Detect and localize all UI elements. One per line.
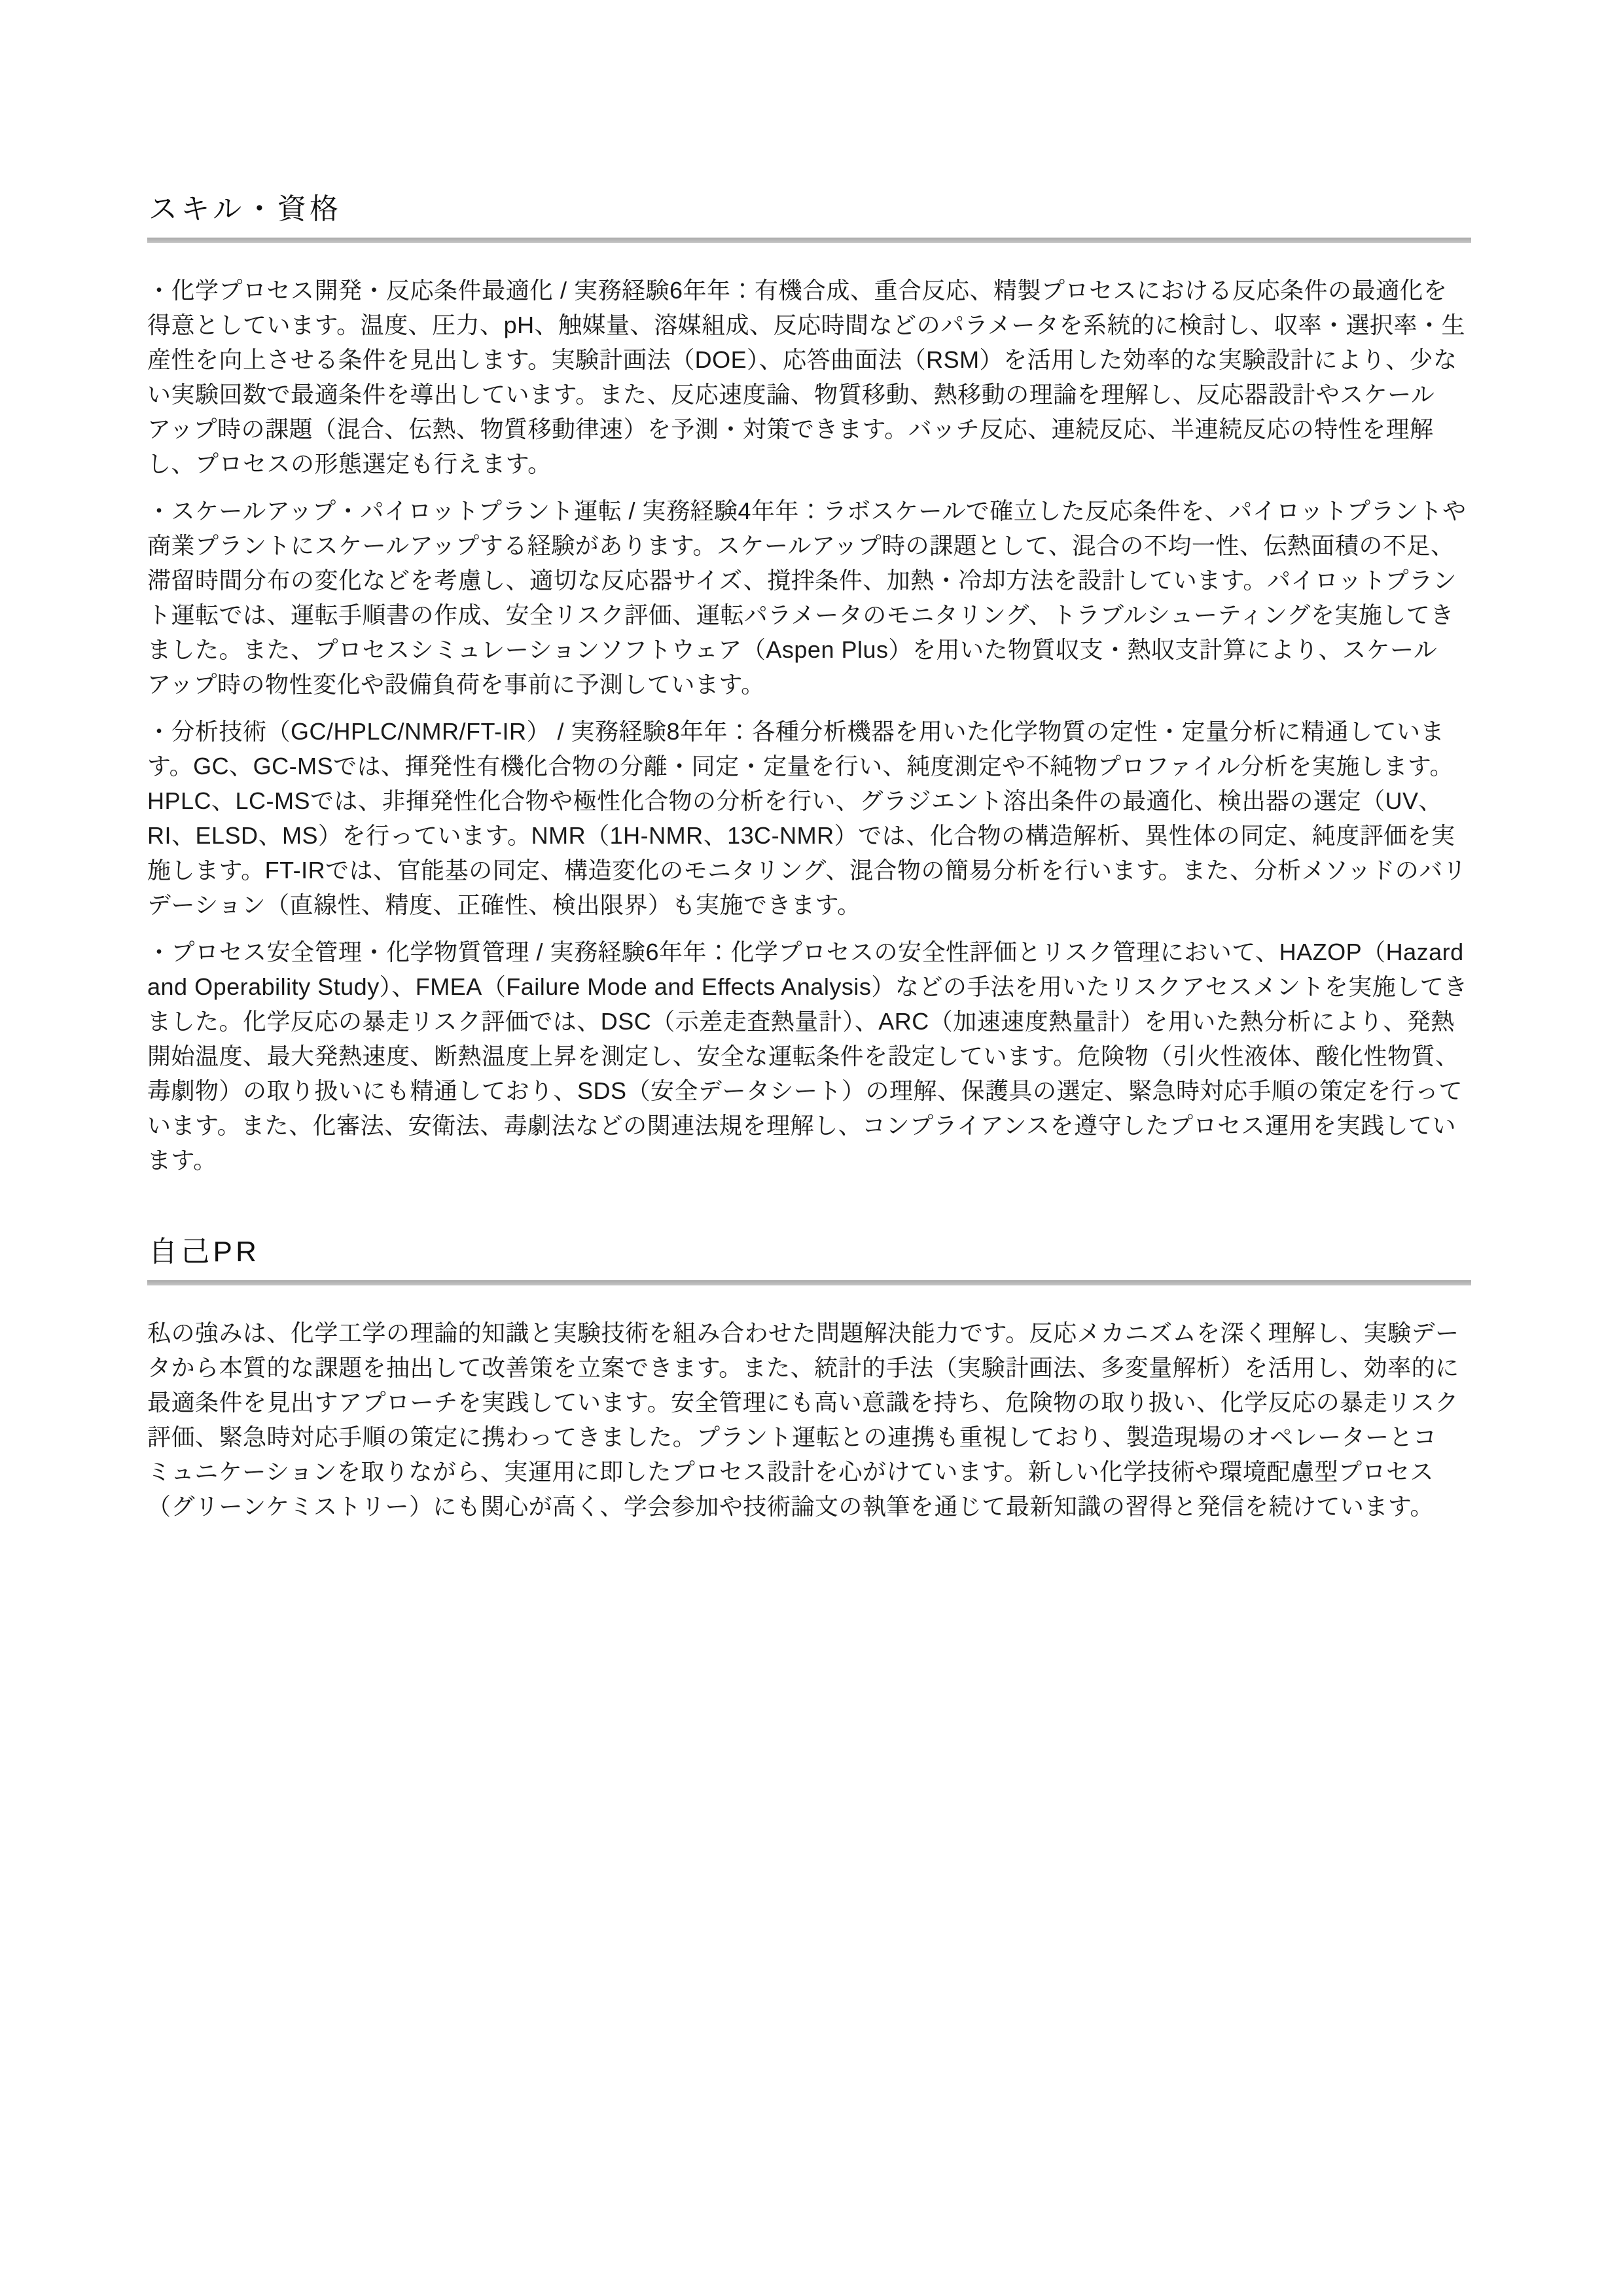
- section-title-self-pr: 自己PR: [149, 1236, 260, 1268]
- section-title-skills: スキル・資格: [149, 193, 342, 225]
- section-divider: [147, 1280, 1471, 1285]
- self-pr-paragraph: 私の強みは、化学工学の理論的知識と実験技術を組み合わせた問題解決能力です。反応メカニズムを深く理解し、実験データから本質的な課題を抽出して改善策を立案できます。また、統計的手法（実験計画法、多変量解析）を活用し、効率的に最適条件を見出すアプローチを実践しています。安全管理にも高い意識を持ち、危険物の取り扱い、化学反応の暴走リスク評価、緊急時対応手順の策定に携わってきました。プラント運転との連携も重視しており、製造現場のオペレーターとコミュニケーションを取りながら、実運用に即したプロセス設計を心がけています。新しい化学技術や環境配慮型プロセス（グリーンケミストリー）にも関心が高く、学会参加や技術論文の執筆を通じて最新知識の習得と発信を続けています。: [147, 1319, 1459, 1520]
- skills-paragraph-safety-management: ・プロセス安全管理・化学物質管理 / 実務経験6年年：化学プロセスの安全性評価とリスク管理において、HAZOP（Hazard and Operability Study）、FMEA（Failure Mode and Effects Analysis）などの手法を用いたリスクアセスメントを実施してきました。化学反応の暴走リスク評価では、DSC（示差走査熱量計）、ARC（加速速度熱量計）を用いた熱分析により、発熱開始温度、最大発熱速度、断熱温度上昇を測定し、安全な運転条件を設定しています。危険物（引火性液体、酸化性物質、毒劇物）の取り扱いにも精通しており、SDS（安全データシート）の理解、保護具の選定、緊急時対応手順の策定を行っています。また、化審法、安衛法、毒劇法などの関連法規を理解し、コンプライアンスを遵守したプロセス運用を実践しています。: [147, 939, 1468, 1174]
- skills-paragraph-scale-up: ・スケールアップ・パイロットプラント運転 / 実務経験4年年：ラボスケールで確立した反応条件を、パイロットプラントや商業プラントにスケールアップする経験があります。スケールアップ時の課題として、混合の不均一性、伝熱面積の不足、滞留時間分布の変化などを考慮し、適切な反応器サイズ、撹拌条件、加熱・冷却方法を設計しています。パイロットプラント運転では、運転手順書の作成、安全リスク評価、運転パラメータのモニタリング、トラブルシューティングを実施してきました。また、プロセスシミュレーションソフトウェア（Aspen Plus）を用いた物質収支・熱収支計算により、スケールアップ時の物性変化や設備負荷を事前に予測しています。: [147, 497, 1467, 698]
- section-divider: [147, 238, 1471, 243]
- section-skills-qualifications: [147, 191, 1471, 1177]
- skills-paragraph-analysis: ・分析技術（GC/HPLC/NMR/FT-IR） / 実務経験8年年：各種分析機器を用いた化学物質の定性・定量分析に精通しています。GC、GC-MSでは、揮発性有機化合物の分離・同定・定量を行い、純度測定や不純物プロファイル分析を実施します。HPLC、LC-MSでは、非揮発性化合物や極性化合物の分析を行い、グラジエント溶出条件の最適化、検出器の選定（UV、RI、ELSD、MS）を行っています。NMR（1H-NMR、13C-NMR）では、化合物の構造解析、異性体の同定、純度評価を実施します。FT-IRでは、官能基の同定、構造変化のモニタリング、混合物の簡易分析を行います。また、分析メソッドのバリデーション（直線性、精度、正確性、検出限界）も実施できます。: [147, 718, 1467, 918]
- skills-paragraph-process-development: ・化学プロセス開発・反応条件最適化 / 実務経験6年年：有機合成、重合反応、精製プロセスにおける反応条件の最適化を得意としています。温度、圧力、pH、触媒量、溶媒組成、反応時間などのパラメータを系統的に検討し、収率・選択率・生産性を向上させる条件を見出します。実験計画法（DOE）、応答曲面法（RSM）を活用した効率的な実験設計により、少ない実験回数で最適条件を導出しています。また、反応速度論、物質移動、熱移動の理論を理解し、反応器設計やスケールアップ時の課題（混合、伝熱、物質移動律速）を予測・対策できます。バッチ反応、連続反応、半連続反応の特性を理解し、プロセスの形態選定も行えます。: [147, 277, 1466, 477]
- section-self-pr: [147, 1234, 1471, 1524]
